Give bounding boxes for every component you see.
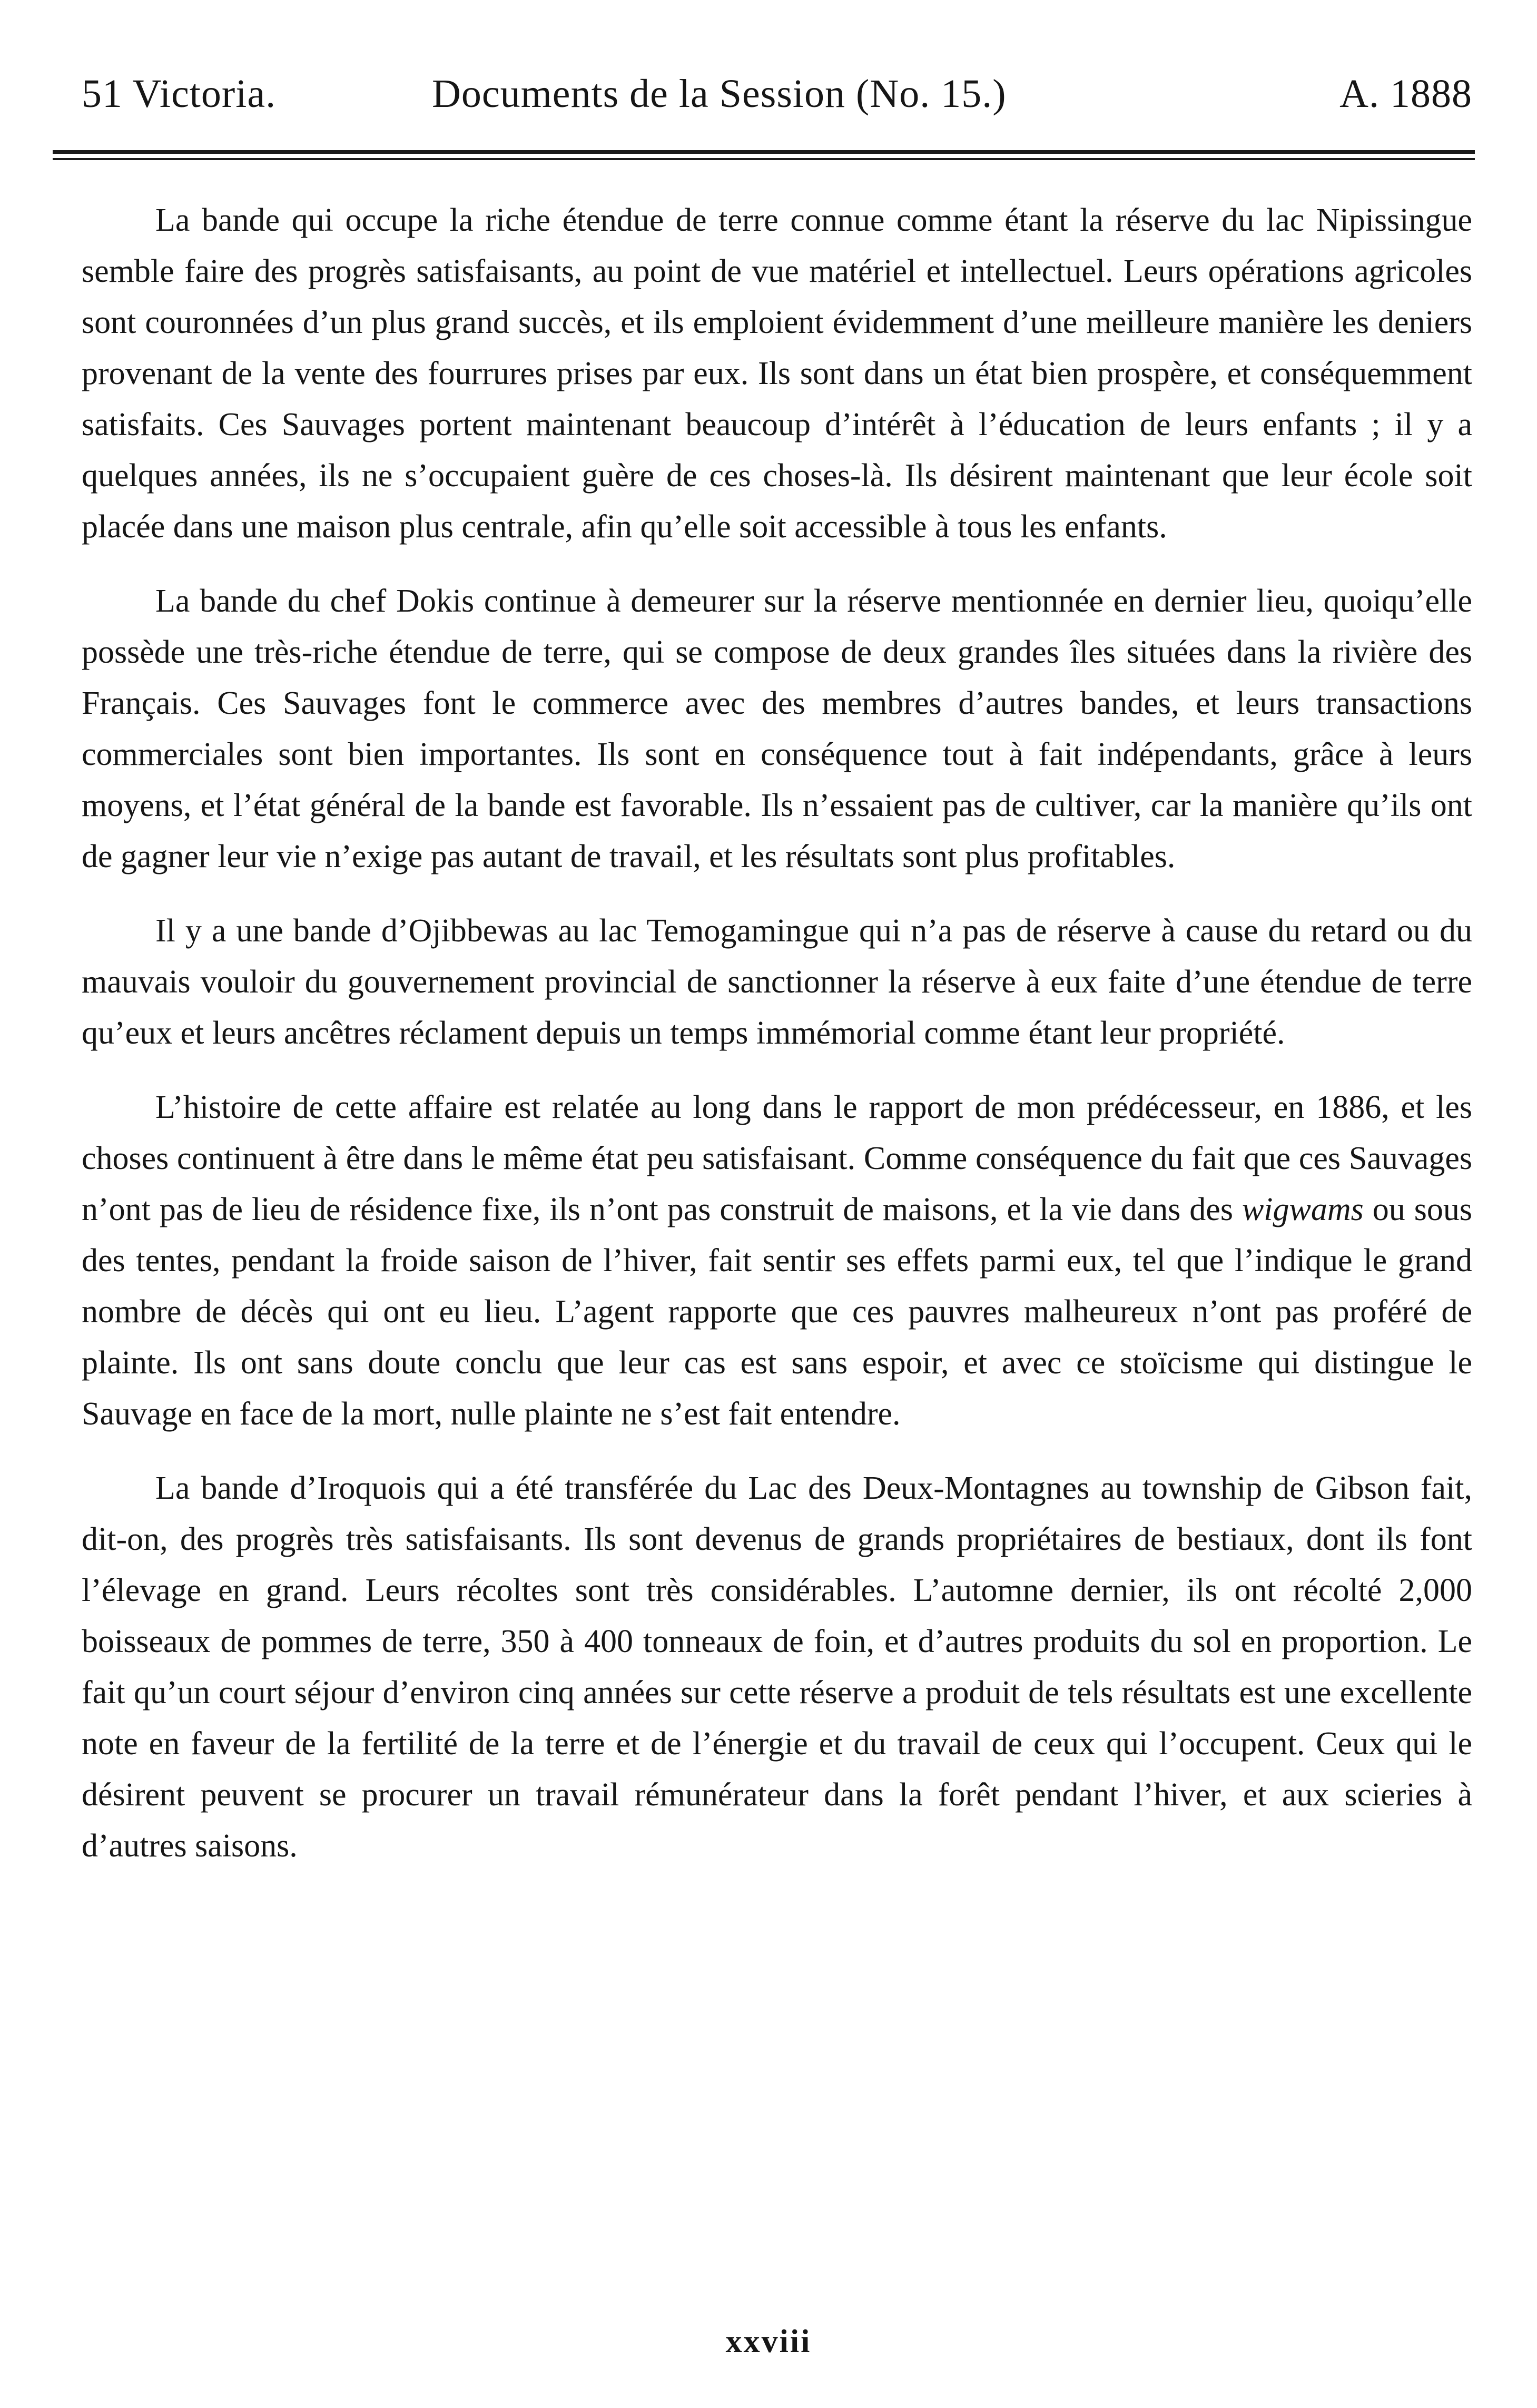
body-text bbox=[82, 195, 1472, 1895]
paragraph-dokis: La bande du chef Dokis continue à demeurer sur la réserve mentionnée en dernier lieu, quoiqu’elle possède une très-riche étendue de terre, qui se compose de deux grandes îles situées dans la rivière des Français. Ces Sauvages font le commerce avec des membres d’autres bandes, et leurs transactions commerciales sont bien importantes. Ils sont en conséquence tout à fait indépendants, grâce à leurs moyens, et l’état général de la bande est favorable. Ils n’essaient pas de cultiver, car la manière qu’ils ont de gagner leur vie n’exige pas autant de travail, et les résultats sont plus profitables. bbox=[82, 583, 1472, 874]
header-year: A. 1888 bbox=[1339, 72, 1472, 116]
paragraph-histoire-end: ou sous des tentes, pendant la froide saison de l’hiver, fait sentir ses effets parmi eux, tel que l’indique le grand nombre de décès qui ont eu lieu. L’agent rapporte que ces pauvres malheureux n’ont pas proféré de plainte. Ils ont sans doute conclu que leur cas est sans espoir, et avec ce stoïcisme qui distingue le Sauvage en face de la mort, nulle plainte ne s’est fait entendre. bbox=[82, 1192, 1472, 1432]
paragraph-histoire bbox=[82, 1082, 1472, 1440]
header-title: Documents de la Session (No. 15.) bbox=[432, 72, 1007, 116]
paragraph-temogamingue: Il y a une bande d’Ojibbewas au lac Temogamingue qui n’a pas de réserve à cause du retard ou du mauvais vouloir du gouvernement provincial de sanctionner la réserve à eux faite d’une étendue de terre qu’eux et leurs ancêtres réclament depuis un temps immémorial comme étant leur propriété. bbox=[82, 913, 1472, 1051]
paragraph-nipissingue: La bande qui occupe la riche étendue de terre connue comme étant la réserve du lac Nipissingue semble faire des progrès satisfaisants, au point de vue matériel et intellectuel. Leurs opérations agricoles sont couronnées d’un plus grand succès, et ils emploient évidemment d’une meilleure manière les deniers provenant de la vente des fourrures prises par eux. Ils sont dans un état bien prospère, et conséquemment satisfaits. Ces Sauvages portent maintenant beaucoup d’intérêt à l’éducation de leurs enfants ; il y a quelques années, ils ne s’occupaient guère de ces choses-là. Ils désirent maintenant que leur école soit placée dans une maison plus centrale, afin qu’elle soit accessible à tous les enfants. bbox=[82, 202, 1472, 545]
header-rule-thin bbox=[53, 158, 1475, 160]
header-volume: 51 Victoria. bbox=[82, 72, 277, 116]
running-header bbox=[82, 67, 1472, 120]
header-rule-thick bbox=[53, 150, 1475, 154]
paragraph-iroquois: La bande d’Iroquois qui a été transférée du Lac des Deux-Montagnes au township de Gibson fait, dit-on, des progrès très satisfaisants. Ils sont devenus de grands propriétaires de bestiaux, dont ils font l’élevage en grand. Leurs récoltes sont très considérables. L’automne dernier, ils ont récolté 2,000 boisseaux de pommes de terre, 350 à 400 tonneaux de foin, et d’autres produits du sol en proportion. Le fait qu’un court séjour d’environ cinq années sur cette réserve a produit de tels résultats est une excellente note en faveur de la fertilité de la terre et de l’énergie et du travail de ceux qui l’occupent. Ceux qui le désirent peuvent se procurer un travail rémunérateur dans la forêt pendant l’hiver, et aux scieries à d’autres saisons. bbox=[82, 1470, 1472, 1864]
paragraph-histoire-italic: wigwams bbox=[1242, 1192, 1364, 1227]
page-number: xxviii bbox=[725, 2324, 812, 2360]
paragraph-histoire-start: L’histoire de cette affaire est relatée au long dans le rapport de mon prédécesseur, en 1886, et les choses continuent à être dans le même état peu satisfaisant. Comme conséquence du fait que ces Sauvages n’ont pas de lieu de résidence fixe, ils n’ont pas construit de maisons, et la vie dans des bbox=[82, 1089, 1472, 1227]
